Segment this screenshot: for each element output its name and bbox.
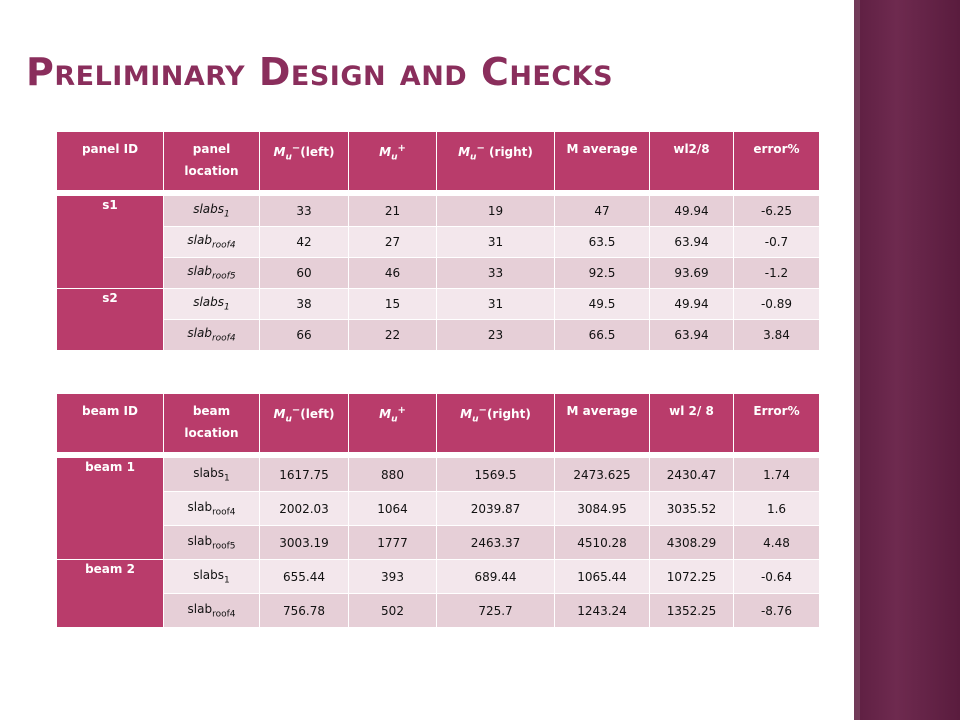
table-cell: 66 xyxy=(260,320,349,351)
header-mu-minus-left: $M_u^-(left)$ xyxy=(260,394,349,452)
table-cell: 2463.37 xyxy=(437,526,555,560)
table-cell: 2039.87 xyxy=(437,492,555,526)
table-row xyxy=(57,492,819,526)
group-id-cell: s2 xyxy=(57,289,164,351)
header-m-average: M average xyxy=(555,132,650,190)
table-cell: 1617.75 xyxy=(260,458,349,492)
group-id-cell: beam 1 xyxy=(57,458,164,560)
location-cell: slab$_{roof4}$ xyxy=(164,227,260,258)
table-cell: 63.94 xyxy=(650,320,734,351)
table-cell: -0.89 xyxy=(734,289,819,320)
table-cell: 4308.29 xyxy=(650,526,734,560)
header-beam-location: beam location xyxy=(164,394,260,452)
table-cell: 4510.28 xyxy=(555,526,650,560)
table-cell: 1.6 xyxy=(734,492,819,526)
table-cell: 3.84 xyxy=(734,320,819,351)
table-cell: 1777 xyxy=(349,526,437,560)
table-row xyxy=(57,227,819,258)
table-cell: 47 xyxy=(555,196,650,227)
table-cell: 49.94 xyxy=(650,196,734,227)
location-cell: slabs$_1$ xyxy=(164,196,260,227)
table-cell: 38 xyxy=(260,289,349,320)
table-cell: 93.69 xyxy=(650,258,734,289)
location-cell: slab$_{roof4}$ xyxy=(164,492,260,526)
header-mu-plus: $M_u^+$ xyxy=(349,394,437,452)
table-cell: 63.94 xyxy=(650,227,734,258)
table-cell: 60 xyxy=(260,258,349,289)
table-row xyxy=(57,196,819,227)
location-cell: slabs$_1$ xyxy=(164,560,260,594)
table-cell: 502 xyxy=(349,594,437,628)
table-cell: 92.5 xyxy=(555,258,650,289)
table-cell: -6.25 xyxy=(734,196,819,227)
table-row xyxy=(57,289,819,320)
header-panel-location: panel location xyxy=(164,132,260,190)
table-cell: 1065.44 xyxy=(555,560,650,594)
table-cell: 1243.24 xyxy=(555,594,650,628)
table-cell: 1.74 xyxy=(734,458,819,492)
slide-title: Preliminary Design and Checks xyxy=(26,50,614,94)
table-cell: 725.7 xyxy=(437,594,555,628)
table-cell: 66.5 xyxy=(555,320,650,351)
table-row xyxy=(57,594,819,628)
header-m-average: M average xyxy=(555,394,650,452)
group-id-cell: beam 2 xyxy=(57,560,164,628)
table-cell: 4.48 xyxy=(734,526,819,560)
table-cell: 31 xyxy=(437,289,555,320)
header-beam-id: beam ID xyxy=(57,394,164,452)
table-cell: 31 xyxy=(437,227,555,258)
table-cell: 21 xyxy=(349,196,437,227)
table-cell: 2430.47 xyxy=(650,458,734,492)
location-cell: slab$_{roof5}$ xyxy=(164,526,260,560)
beam-moment-table xyxy=(57,394,819,628)
table-row xyxy=(57,458,819,492)
table-cell: 15 xyxy=(349,289,437,320)
header-mu-minus-left: $M_u^-(left)$ xyxy=(260,132,349,190)
table-cell: 393 xyxy=(349,560,437,594)
header-mu-plus: $M_u^+$ xyxy=(349,132,437,190)
table-cell: 19 xyxy=(437,196,555,227)
table-cell: 3035.52 xyxy=(650,492,734,526)
table-cell: -8.76 xyxy=(734,594,819,628)
table-cell: 49.5 xyxy=(555,289,650,320)
table-cell: 33 xyxy=(260,196,349,227)
table-cell: 3003.19 xyxy=(260,526,349,560)
table-cell: 1072.25 xyxy=(650,560,734,594)
group-id-cell: s1 xyxy=(57,196,164,289)
table-cell: 1064 xyxy=(349,492,437,526)
table-row xyxy=(57,526,819,560)
table-cell: 2473.625 xyxy=(555,458,650,492)
table-cell: 42 xyxy=(260,227,349,258)
table-cell: 27 xyxy=(349,227,437,258)
table-cell: -0.64 xyxy=(734,560,819,594)
table-cell: 2002.03 xyxy=(260,492,349,526)
header-mu-minus-right: $M_u^-(right)$ xyxy=(437,394,555,452)
location-cell: slabs$_1$ xyxy=(164,458,260,492)
location-cell: slab$_{roof4}$ xyxy=(164,594,260,628)
table-row xyxy=(57,560,819,594)
table-cell: 655.44 xyxy=(260,560,349,594)
table-cell: 22 xyxy=(349,320,437,351)
table-row xyxy=(57,258,819,289)
table-cell: 46 xyxy=(349,258,437,289)
header-wl2-8: wl 2/ 8 xyxy=(650,394,734,452)
table-cell: -1.2 xyxy=(734,258,819,289)
location-cell: slab$_{roof4}$ xyxy=(164,320,260,351)
table-cell: 1352.25 xyxy=(650,594,734,628)
header-panel-id: panel ID xyxy=(57,132,164,190)
table-row xyxy=(57,320,819,351)
table-cell: -0.7 xyxy=(734,227,819,258)
location-cell: slabs$_1$ xyxy=(164,289,260,320)
header-error: error% xyxy=(734,132,819,190)
table-cell: 3084.95 xyxy=(555,492,650,526)
table-cell: 63.5 xyxy=(555,227,650,258)
table-cell: 49.94 xyxy=(650,289,734,320)
header-error: Error% xyxy=(734,394,819,452)
header-wl2-8: wl2/8 xyxy=(650,132,734,190)
table-cell: 880 xyxy=(349,458,437,492)
table-cell: 33 xyxy=(437,258,555,289)
header-mu-minus-right: $M_u^-$ (right) xyxy=(437,132,555,190)
location-cell: slab$_{roof5}$ xyxy=(164,258,260,289)
table-cell: 1569.5 xyxy=(437,458,555,492)
decorative-sidebar xyxy=(854,0,960,720)
table-cell: 23 xyxy=(437,320,555,351)
table-cell: 756.78 xyxy=(260,594,349,628)
panel-moment-table xyxy=(57,132,819,351)
table-cell: 689.44 xyxy=(437,560,555,594)
